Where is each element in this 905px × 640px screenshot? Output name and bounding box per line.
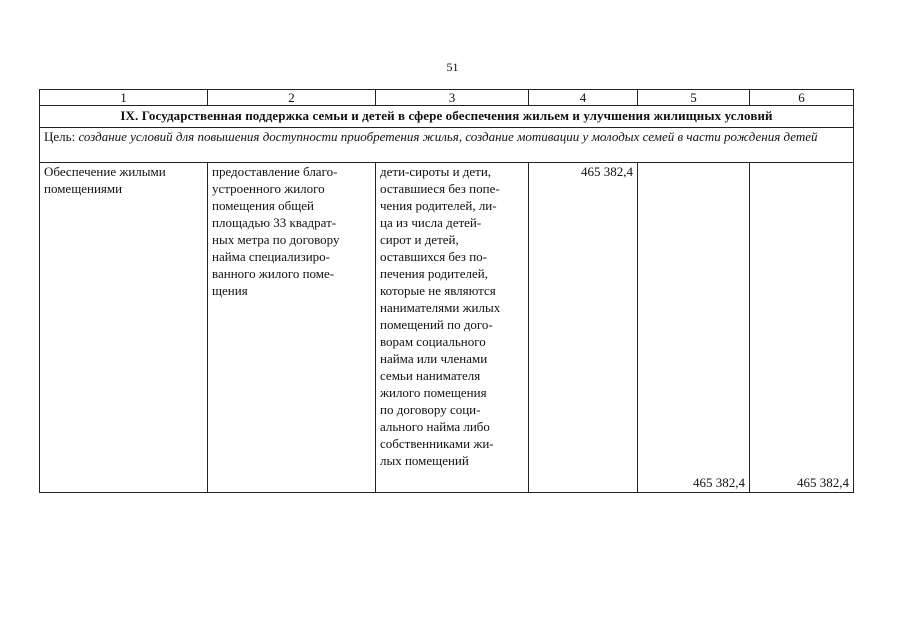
recipients-line: ворам социального [380,334,486,349]
recipients-cell [376,163,529,493]
recipients-line: сирот и детей, [380,232,459,247]
column-number: 5 [638,90,750,106]
measure-name-line: Обеспечение жилыми [44,164,166,179]
measure-content-line: площадью 33 квадрат- [212,215,337,230]
amount-col4-cell: 465 382,4 [529,163,638,493]
measure-name-cell [40,163,208,493]
section-title-row [40,106,854,128]
recipients-line: дети-сироты и дети, [380,164,492,179]
measure-content-line: предоставление благо- [212,164,338,179]
page-number: 51 [446,60,459,74]
recipients-line: чения родителей, ли- [380,198,497,213]
recipients-line: нанимателями жилых [380,300,501,315]
recipients-line: собственниками жи- [380,436,494,451]
column-number: 3 [376,90,529,106]
measure-name-line: помещениями [44,181,123,196]
goal-cell [40,128,854,163]
goal-row [40,128,854,163]
goal-label: Цель: [44,129,76,144]
column-number: 2 [208,90,376,106]
column-number: 6 [750,90,854,106]
goal-text: создание условий для повышения доступности приобретения жилья, создание мотивации у молодых семей в части рождения детей [78,129,818,144]
measure-content-line: помещения общей [212,198,314,213]
column-number-row [40,90,854,106]
recipients-line: жилого помещения [380,385,487,400]
measure-content-line: найма специализиро- [212,249,331,264]
section-title: IX. Государственная поддержка семьи и детей в сфере обеспечения жильем и улучшения жилищных условий [40,106,854,128]
column-number: 4 [529,90,638,106]
measure-content-line: устроенного жилого [212,181,325,196]
amount-col5-cell: 465 382,4 [638,163,750,493]
measure-content-line: щения [212,283,248,298]
recipients-line: ца из числа детей- [380,215,482,230]
recipients-line: лых помещений [380,453,469,468]
measure-content-line: ных метра по договору [212,232,340,247]
recipients-line: ального найма либо [380,419,490,434]
amount-col6-cell: 465 382,4 [750,163,854,493]
measure-content-cell [208,163,376,493]
recipients-line: которые не являются [380,283,496,298]
recipients-line: помещений по дого- [380,317,493,332]
budget-table [39,89,854,493]
measure-content-line: ванного жилого поме- [212,266,335,281]
recipients-line: семьи нанимателя [380,368,481,383]
table-row [40,163,854,493]
recipients-line: оставшихся без по- [380,249,487,264]
recipients-line: по договору соци- [380,402,481,417]
recipients-line: найма или членами [380,351,488,366]
column-number: 1 [40,90,208,106]
recipients-line: оставшиеся без попе- [380,181,500,196]
recipients-line: печения родителей, [380,266,488,281]
